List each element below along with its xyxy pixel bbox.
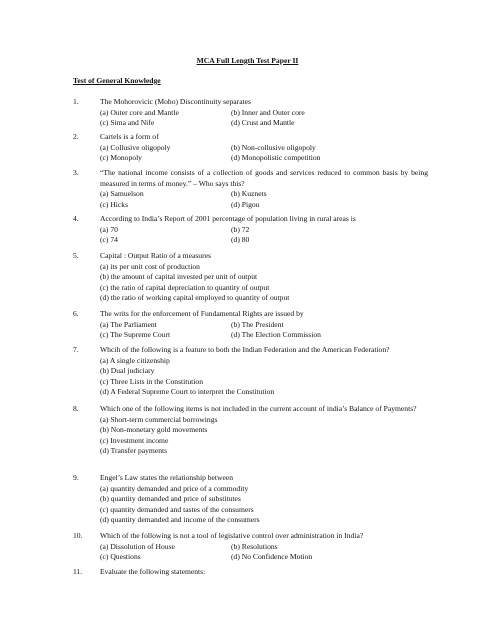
option-b: (b) Inner and Outer core	[231, 107, 305, 117]
option-a: (a) Short-term commercial borrowings	[100, 414, 218, 424]
option-a: (a) The Parliament	[100, 319, 157, 329]
question-11	[73, 567, 428, 578]
option-c: (c) Questions	[100, 552, 141, 561]
option-d: (d) Pigou	[231, 199, 260, 209]
option-d: (d) Transfer payments	[100, 446, 168, 455]
option-b: (b) Resolutions	[231, 541, 278, 551]
question-8	[73, 404, 428, 457]
option-c: (c) The Supreme Court	[100, 330, 171, 339]
question-stem: According to India’s Report of 2001 percentage of population living in rural areas is	[100, 214, 356, 223]
option-c: (c) Monopoly	[100, 153, 142, 162]
question-number: 1.	[73, 97, 79, 106]
option-list	[100, 542, 428, 563]
option-d: (d) Monopolistic competition	[231, 153, 321, 162]
question-4	[73, 214, 428, 246]
question-number: 3.	[73, 168, 79, 177]
option-b: (b) Non-monetary gold movements	[100, 425, 208, 434]
option-d: (d) quantity demanded and income of the consumers	[100, 515, 260, 524]
option-c: (c) Three Lists in the Constitution	[100, 376, 203, 386]
question-10	[73, 531, 428, 563]
question-stem: Which one of the following items is not included in the current account of india’s Balance of Payments?	[100, 404, 417, 413]
question-6	[73, 309, 428, 341]
option-list	[100, 225, 428, 246]
option-a: (a) Outer core and Mantle	[100, 107, 179, 117]
question-stem: Engel’s Law states the relationship between	[100, 473, 234, 482]
question-1	[73, 97, 428, 129]
option-d: (d) 80	[231, 235, 250, 244]
question-stem: The writs for the enforcement of Fundamental Rights are issued by	[100, 309, 304, 318]
option-list	[100, 108, 428, 129]
option-c: (c) 74	[100, 235, 118, 244]
question-stem: The Mohorovicic (Moho) Discontinuity separates	[100, 97, 251, 106]
option-b: (b) Kuznets	[231, 189, 267, 198]
option-c: (c) Sima and Nife	[100, 118, 155, 127]
option-c: (c) Hicks	[100, 199, 129, 209]
question-number: 2.	[73, 132, 79, 141]
question-2	[73, 132, 428, 164]
question-stem: Cartels is a form of	[100, 132, 159, 141]
option-a: (a) quantity demanded and price of a commodity	[100, 483, 249, 493]
option-d: (d) The Election Commission	[231, 330, 321, 339]
option-list	[100, 320, 428, 341]
option-a: (a) Collusive oligopoly	[100, 142, 171, 152]
option-list	[100, 143, 428, 164]
page-title: MCA Full Length Test Paper II	[196, 56, 299, 65]
option-list	[100, 262, 428, 304]
question-stem: Evaluate the following statements:	[100, 567, 206, 576]
option-a: (a) Dissolution of House	[100, 541, 175, 551]
option-c: (c) the ratio of capital depreciation to quantity of output	[100, 282, 270, 292]
option-d: (d) the ratio of working capital employed to quantity of output	[100, 293, 290, 302]
question-number: 6.	[73, 309, 79, 318]
option-b: (b) The President	[231, 319, 284, 329]
option-a: (a) 70	[100, 224, 118, 234]
question-number: 11.	[73, 567, 83, 576]
question-number: 10.	[73, 531, 83, 540]
option-list	[100, 356, 428, 398]
option-b: (b) quantity demanded and price of substitutes	[100, 494, 241, 503]
question-number: 7.	[73, 345, 79, 354]
option-d: (d) A Federal Supreme Court to interpret the Constitution	[100, 387, 275, 396]
question-stem: “The national income consists of a collection of goods and services reduced to common basis by being measured in terms of money.” – Who says this?	[100, 168, 428, 188]
question-number: 8.	[73, 404, 79, 413]
option-b: (b) the amount of capital invested per unit of output	[100, 272, 258, 281]
question-5	[73, 251, 428, 304]
option-b: (b) Non-collusive oligopoly	[231, 142, 316, 152]
option-a: (a) its per unit cost of production	[100, 261, 200, 271]
section-heading: Test of General Knowledge	[73, 76, 161, 85]
question-number: 4.	[73, 214, 79, 223]
option-d: (d) Crust and Mantle	[231, 118, 295, 127]
option-b: (b) Dual judiciary	[100, 366, 155, 375]
option-c: (c) Investment income	[100, 435, 169, 445]
question-number: 5.	[73, 251, 79, 260]
question-stem: Whcih of the following is a feature to both the Indian Federation and the American Federation?	[100, 345, 390, 354]
option-list	[100, 415, 428, 457]
option-list	[100, 189, 428, 210]
question-7	[73, 345, 428, 398]
option-a: (a) Samuelson	[100, 189, 144, 198]
question-9	[73, 473, 428, 526]
question-number: 9.	[73, 473, 79, 482]
option-b: (b) 72	[231, 224, 250, 234]
question-stem: Which of the following is not a tool of legislative control over administration in India?	[100, 531, 364, 540]
option-a: (a) A single citizenship	[100, 355, 170, 365]
option-d: (d) No Confidence Motion	[231, 552, 313, 561]
option-c: (c) quantity demanded and tastes of the consumers	[100, 504, 254, 514]
option-list	[100, 484, 428, 526]
question-3	[73, 168, 428, 210]
question-stem: Capital : Output Ratio of a measures	[100, 251, 211, 260]
